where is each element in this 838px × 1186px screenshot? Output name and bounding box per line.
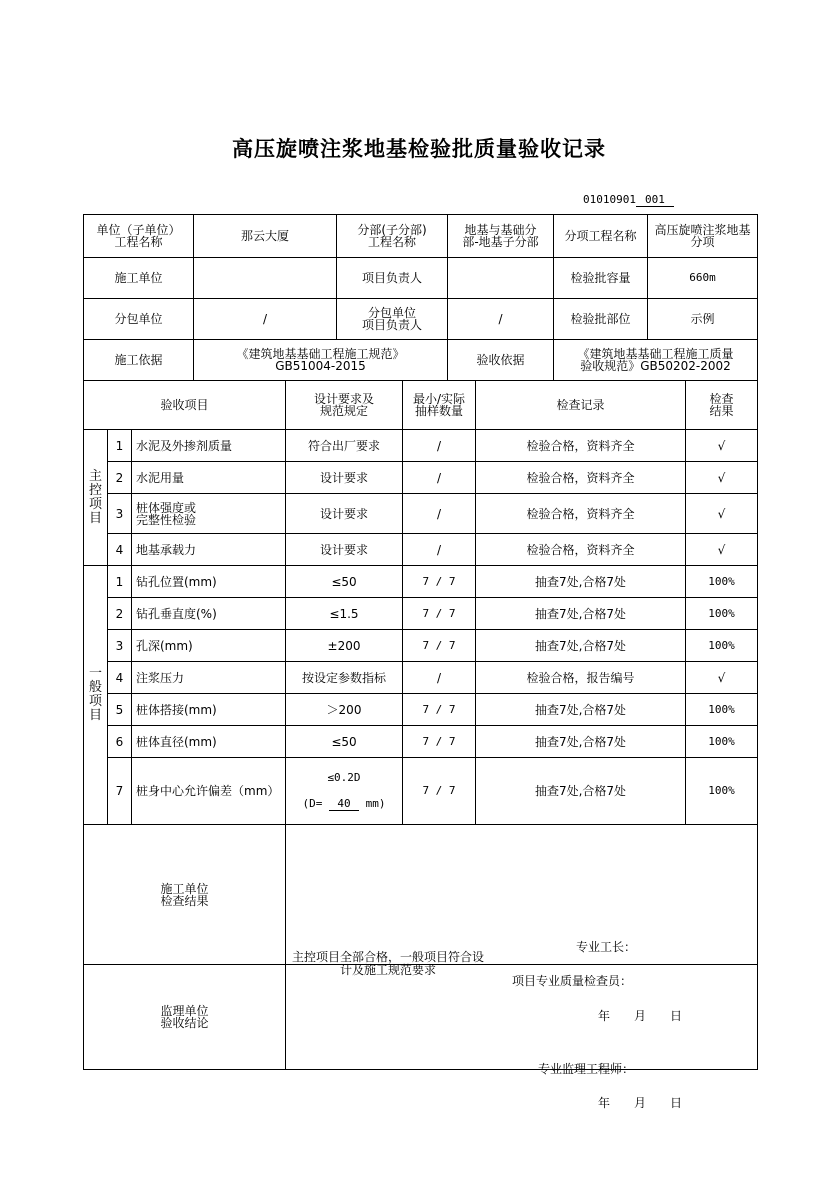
item-spec: ≤50 xyxy=(286,566,403,598)
item-result: 100% xyxy=(686,694,758,726)
item-result: √ xyxy=(686,462,758,494)
item-record: 抽查7处,合格7处 xyxy=(476,694,686,726)
item7-spec-line1: ≤0.2D xyxy=(327,770,361,784)
item-name: 地基承载力 xyxy=(132,534,286,566)
acceptance-basis-value: 《建筑地基基础工程施工质量 验收规范》GB50202-2002 xyxy=(554,340,758,381)
contractor-check-row xyxy=(84,825,758,965)
item-sample: / xyxy=(403,662,476,694)
item-record: 抽查7处,合格7处 xyxy=(476,566,686,598)
sub-pm-value: / xyxy=(448,299,554,340)
unit-label: 单位（子单位） 工程名称 xyxy=(84,215,194,258)
item-name: 钻孔垂直度(%) xyxy=(132,598,286,630)
doc-code: 01010901 xyxy=(583,193,636,206)
item-sample: 7 / 7 xyxy=(403,630,476,662)
contractor-label: 施工单位 xyxy=(84,258,194,299)
main-control-group: 主 控 项 目 xyxy=(84,430,108,566)
table-row xyxy=(84,726,758,758)
contractor-check-content xyxy=(286,825,758,1023)
item-spec: ±200 xyxy=(286,630,403,662)
item-name: 水泥及外掺剂质量 xyxy=(132,430,286,462)
table-row xyxy=(84,694,758,726)
item-spec: 设计要求 xyxy=(286,494,403,534)
item-result: 100% xyxy=(686,758,758,825)
item-record: 检验合格，资料齐全 xyxy=(476,494,686,534)
spec-prefix: (D= xyxy=(302,796,323,810)
item-result: 100% xyxy=(686,630,758,662)
item-spec xyxy=(286,758,403,825)
acceptance-basis-label: 验收依据 xyxy=(448,340,554,381)
item-number: 6 xyxy=(108,726,132,758)
unit-value: 那云大厦 xyxy=(194,215,337,258)
item-number: 3 xyxy=(108,630,132,662)
item-spec: ＞200 xyxy=(286,694,403,726)
location-label: 检验批部位 xyxy=(554,299,648,340)
document-number xyxy=(583,193,674,207)
item-sample: / xyxy=(403,430,476,462)
table-row xyxy=(84,534,758,566)
subitem-value: 高压旋喷注浆地基 分项 xyxy=(648,215,758,258)
item-result: √ xyxy=(686,494,758,534)
item-sample: 7 / 7 xyxy=(403,598,476,630)
item-number: 5 xyxy=(108,694,132,726)
item-number: 2 xyxy=(108,462,132,494)
capacity-label: 检验批容量 xyxy=(554,258,648,299)
division-label: 分部(子分部) 工程名称 xyxy=(337,215,448,258)
item-sample: 7 / 7 xyxy=(403,566,476,598)
table-row xyxy=(84,462,758,494)
header-record: 检查记录 xyxy=(476,381,686,430)
table-row xyxy=(84,598,758,630)
item-sample: 7 / 7 xyxy=(403,694,476,726)
item-record: 抽查7处,合格7处 xyxy=(476,758,686,825)
subcontractor-value: / xyxy=(194,299,337,340)
item-record: 检验合格，报告编号 xyxy=(476,662,686,694)
item-record: 检验合格，资料齐全 xyxy=(476,534,686,566)
table-row xyxy=(84,566,758,598)
item-spec: 设计要求 xyxy=(286,462,403,494)
item-result: 100% xyxy=(686,566,758,598)
item-spec: 按设定参数指标 xyxy=(286,662,403,694)
location-value: 示例 xyxy=(648,299,758,340)
item7-spec-line2 xyxy=(288,798,400,811)
division-value: 地基与基础分 部-地基子分部 xyxy=(448,215,554,258)
header-sample: 最小/实际 抽样数量 xyxy=(403,381,476,430)
item-record: 抽查7处,合格7处 xyxy=(476,598,686,630)
capacity-value: 660m xyxy=(648,258,758,299)
header-row xyxy=(84,381,758,430)
project-info-table xyxy=(83,214,758,381)
item-name: 水泥用量 xyxy=(132,462,286,494)
table-row xyxy=(84,494,758,534)
contractor-conclusion: 主控项目全部合格，一般项目符合设 计及施工规范要求 xyxy=(292,949,485,977)
item-number: 4 xyxy=(108,662,132,694)
item-number: 2 xyxy=(108,598,132,630)
item-result: √ xyxy=(686,430,758,462)
contractor-date: 年 月 日 xyxy=(598,1008,683,1023)
item-name: 孔深(mm) xyxy=(132,630,286,662)
item-name: 桩体直径(mm) xyxy=(132,726,286,758)
item-result: 100% xyxy=(686,726,758,758)
item-result: 100% xyxy=(686,598,758,630)
pm-label: 项目负责人 xyxy=(337,258,448,299)
item-spec: ≤1.5 xyxy=(286,598,403,630)
spec-d-value: 40 xyxy=(329,798,359,811)
item-spec: 设计要求 xyxy=(286,534,403,566)
item-name: 桩体搭接(mm) xyxy=(132,694,286,726)
item-number: 3 xyxy=(108,494,132,534)
item-name: 桩身中心允许偏差（mm） xyxy=(132,758,286,825)
header-design: 设计要求及 规范规定 xyxy=(286,381,403,430)
item-number: 1 xyxy=(108,430,132,462)
item-name: 钻孔位置(mm) xyxy=(132,566,286,598)
doc-serial: 001 xyxy=(636,193,674,207)
table-row xyxy=(84,430,758,462)
item-number: 1 xyxy=(108,566,132,598)
table-row xyxy=(84,662,758,694)
item-name: 桩体强度或 完整性检验 xyxy=(132,494,286,534)
supervisor-engineer-label: 专业监理工程师： xyxy=(538,1062,635,1076)
item-sample: / xyxy=(403,462,476,494)
item-spec: ≤50 xyxy=(286,726,403,758)
item-spec: 符合出厂要求 xyxy=(286,430,403,462)
page-title: 高压旋喷注浆地基检验批质量验收记录 xyxy=(232,136,606,161)
header-result: 检查 结果 xyxy=(686,381,758,430)
item-number: 7 xyxy=(108,758,132,825)
subitem-label: 分项工程名称 xyxy=(554,215,648,258)
item-record: 抽查7处,合格7处 xyxy=(476,630,686,662)
supervisor-check-label: 监理单位 验收结论 xyxy=(84,965,286,1070)
table-row xyxy=(84,630,758,662)
item-number: 4 xyxy=(108,534,132,566)
spec-suffix: mm) xyxy=(365,796,386,810)
general-group: 一 般 项 目 xyxy=(84,566,108,825)
item-name: 注浆压力 xyxy=(132,662,286,694)
item-sample: / xyxy=(403,534,476,566)
item-result: √ xyxy=(686,662,758,694)
contractor-check-label: 施工单位 检查结果 xyxy=(84,825,286,965)
inspector-label: 项目专业质量检查员： xyxy=(512,973,633,988)
item-record: 抽查7处,合格7处 xyxy=(476,726,686,758)
item-record: 检验合格，资料齐全 xyxy=(476,430,686,462)
foreman-label: 专业工长： xyxy=(576,939,637,954)
subcontractor-label: 分包单位 xyxy=(84,299,194,340)
pm-value xyxy=(448,258,554,299)
item-result: √ xyxy=(686,534,758,566)
table-row xyxy=(84,758,758,825)
inspection-table xyxy=(83,380,758,1110)
construction-basis-label: 施工依据 xyxy=(84,340,194,381)
item-sample: / xyxy=(403,494,476,534)
sub-pm-label: 分包单位 项目负责人 xyxy=(337,299,448,340)
contractor-value xyxy=(194,258,337,299)
item-record: 检验合格，资料齐全 xyxy=(476,462,686,494)
item-sample: 7 / 7 xyxy=(403,726,476,758)
construction-basis-value: 《建筑地基基础工程施工规范》 GB51004-2015 xyxy=(194,340,448,381)
supervisor-date: 年 月 日 xyxy=(598,1096,683,1110)
header-item: 验收项目 xyxy=(84,381,286,430)
item-sample: 7 / 7 xyxy=(403,758,476,825)
